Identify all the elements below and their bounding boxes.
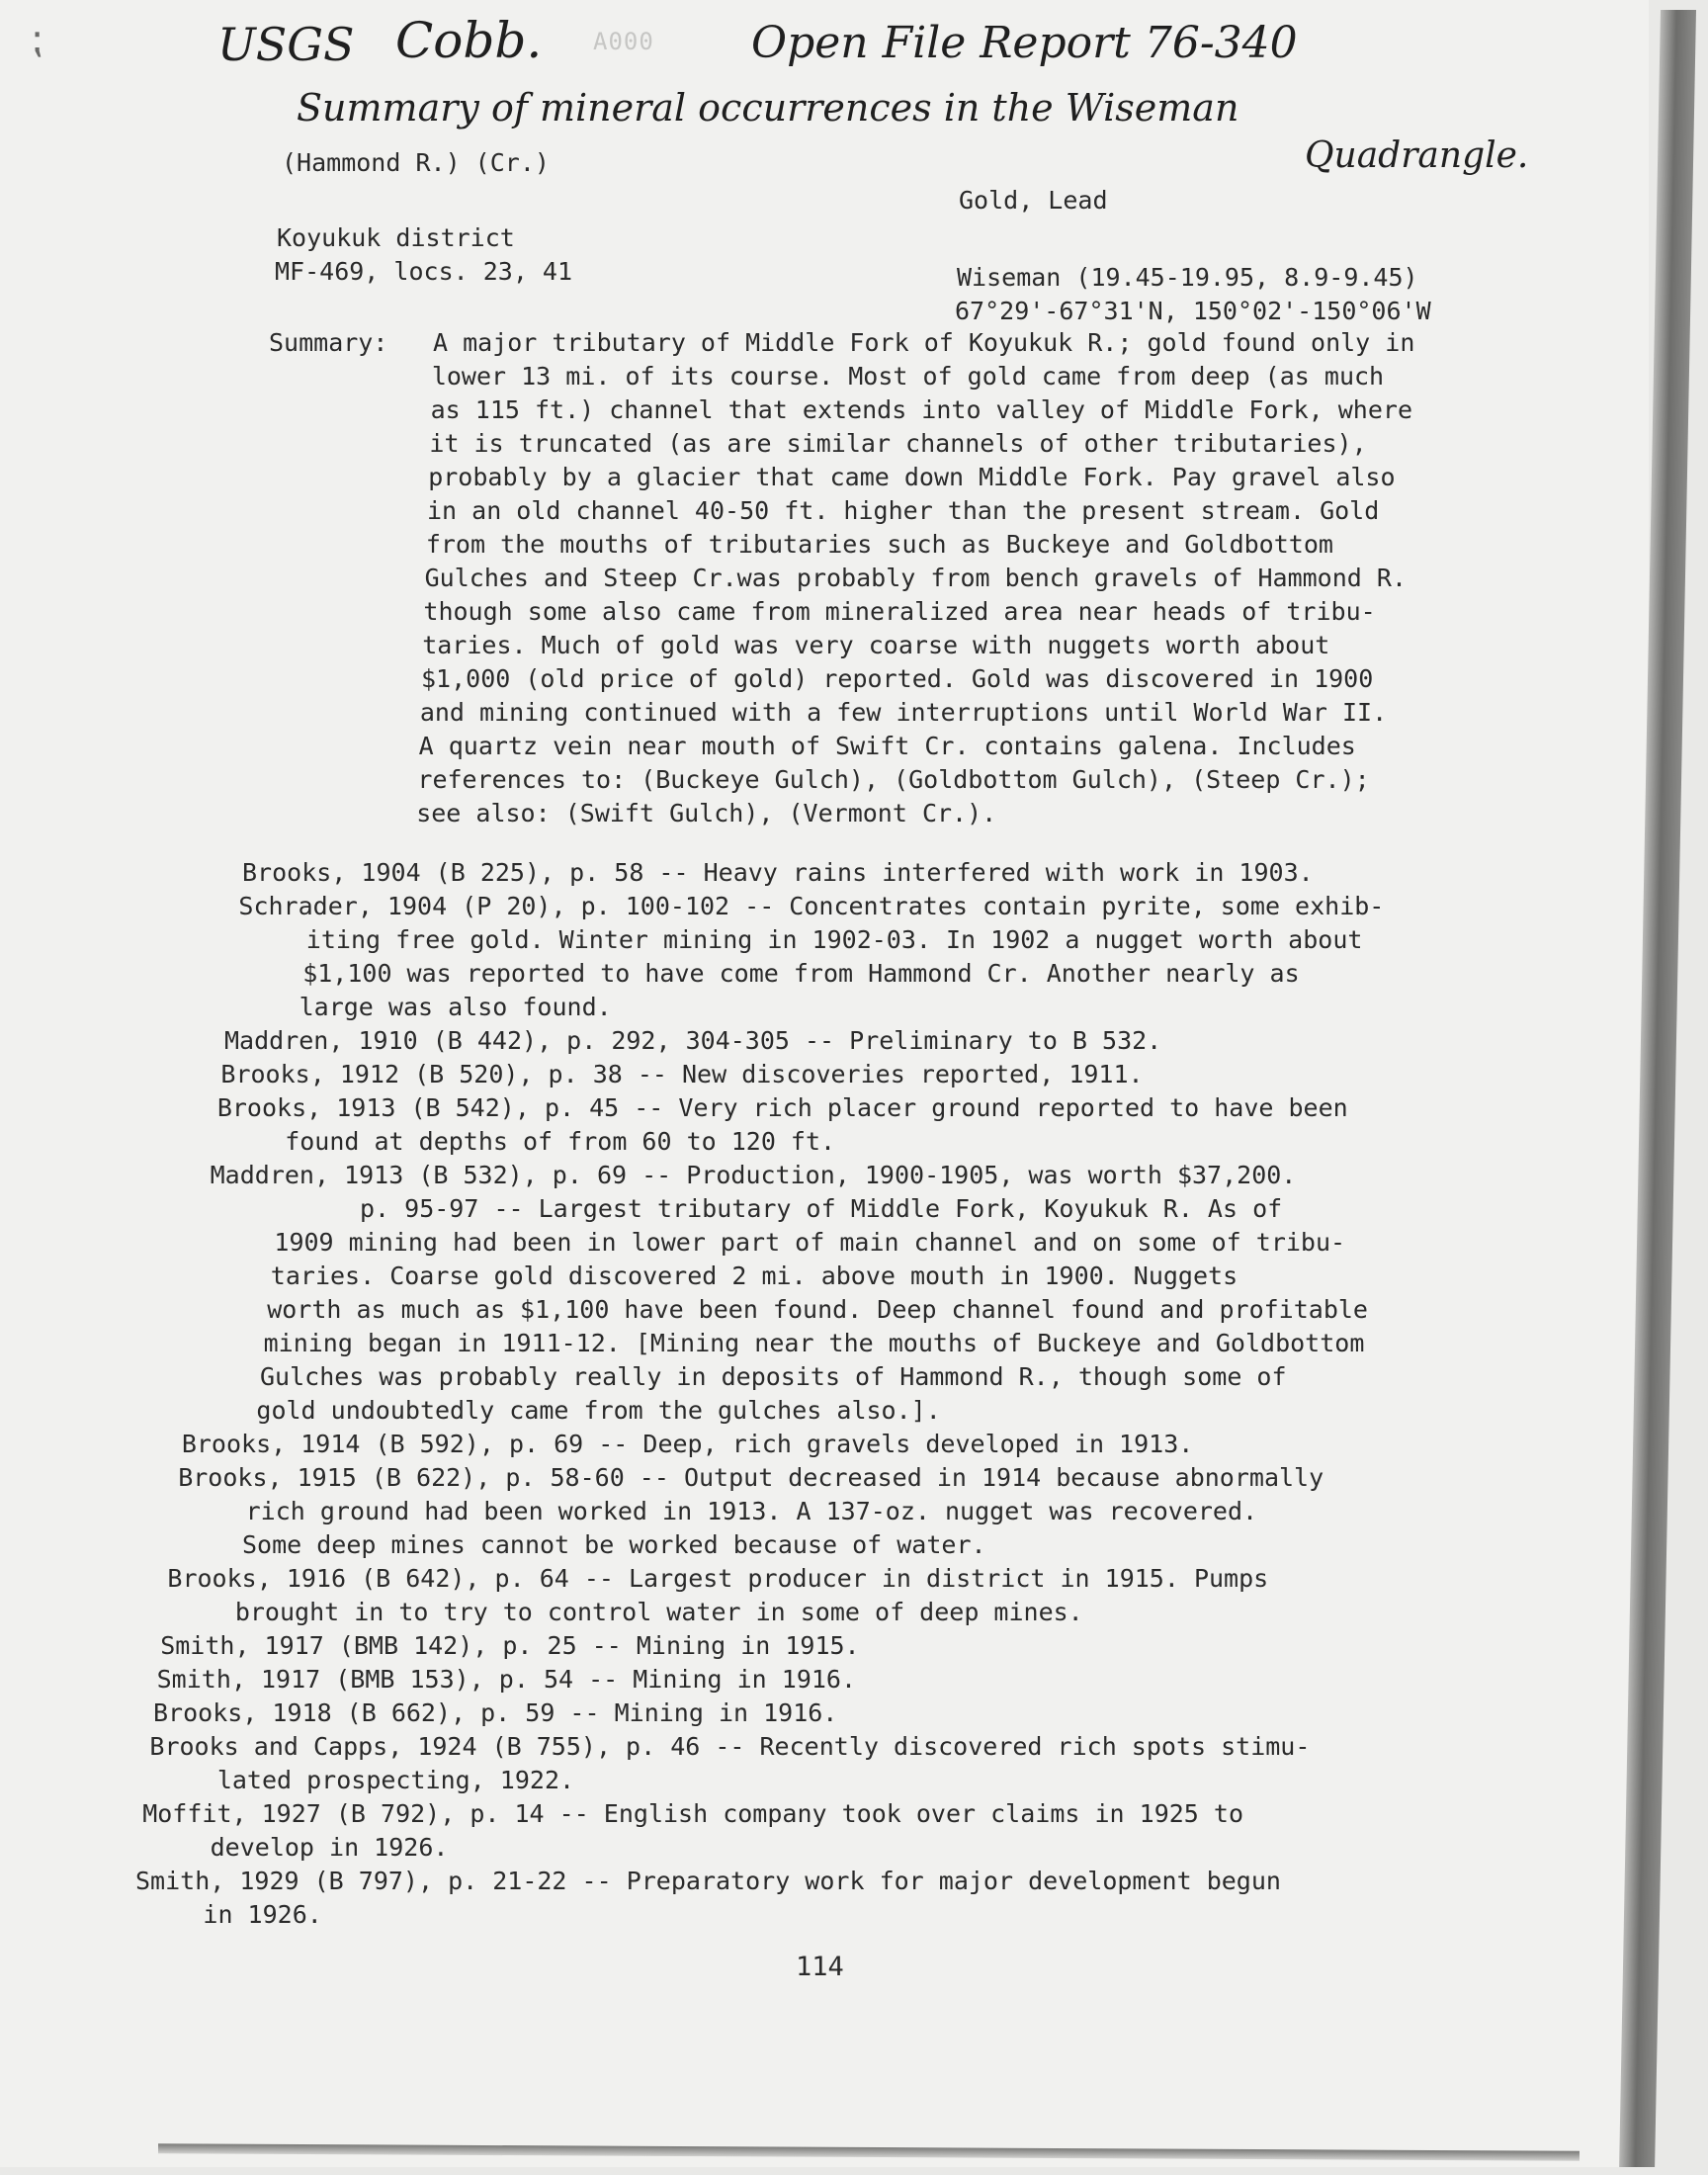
reference-entry: Maddren, 1910 (B 442), p. 292, 304-305 -- Preliminary to B 532. [224,1026,1162,1055]
page-number: 114 [796,1952,844,1982]
reference-entry: Maddren, 1913 (B 532), p. 69 -- Production, 1900-1905, was worth $37,200. [210,1161,1297,1189]
reference-entry: Brooks, 1904 (B 225), p. 58 -- Heavy rains interfered with work in 1903. [242,858,1314,887]
reference-entry: Moffit, 1927 (B 792), p. 14 -- English company took over claims in 1925 to [142,1799,1243,1828]
reference-continuation: 1909 mining had been in lower part of main channel and on some of tribu- [274,1228,1346,1257]
page-bottom-edge [158,2143,1580,2161]
summary-line: Gulches and Steep Cr.was probably from bench gravels of Hammond R. [424,564,1407,592]
summary-line: probably by a glacier that came down Middle Fork. Pay gravel also [428,463,1396,491]
reference-continuation: brought in to try to control water in some of deep mines. [234,1598,1083,1626]
summary-line: from the mouths of tributaries such as Buckeye and Goldbottom [425,530,1333,559]
reference-continuation: large was also found. [299,993,612,1021]
reference-entry: Smith, 1929 (B 797), p. 21-22 -- Preparatory work for major development begun [135,1867,1281,1895]
deposit-name: (Hammond R.) (Cr.) [282,148,550,177]
reference-entry: Brooks and Capps, 1924 (B 755), p. 46 -- Recently discovered rich spots stimu- [149,1732,1311,1761]
faded-stamp: A000 [593,28,654,55]
handwritten-author: Cobb. [395,12,543,69]
reference-entry: Smith, 1917 (BMB 142), p. 25 -- Mining in 1915. [160,1631,860,1660]
commodities: Gold, Lead [959,186,1108,215]
summary-line: and mining continued with a few interruptions until World War II. [419,698,1388,727]
summary-line: in an old channel 40-50 ft. higher than the present stream. Gold [427,496,1380,525]
reference-continuation: develop in 1926. [210,1833,449,1862]
reference-entry: Brooks, 1918 (B 662), p. 59 -- Mining in 1916. [153,1698,838,1727]
reference-entry: Brooks, 1915 (B 622), p. 58-60 -- Output decreased in 1914 because abnormally [178,1463,1324,1492]
handwritten-report-number: Open File Report 76-340 [751,18,1298,68]
handwritten-agency: USGS [217,18,355,71]
reference-continuation: taries. Coarse gold discovered 2 mi. above mouth in 1900. Nuggets [270,1262,1238,1290]
reference-continuation: iting free gold. Winter mining in 1902-03. In 1902 a nugget worth about [305,925,1363,954]
reference-continuation: $1,100 was reported to have come from Hammond Cr. Another nearly as [302,959,1300,988]
reference-entry: Brooks, 1912 (B 520), p. 38 -- New discoveries reported, 1911. [220,1060,1144,1088]
reference-entry: Brooks, 1916 (B 642), p. 64 -- Largest producer in district in 1915. Pumps [167,1564,1269,1593]
reference-continuation: lated prospecting, 1922. [216,1766,575,1794]
coordinates: 67°29'-67°31'N, 150°02'-150°06'W [955,297,1431,325]
summary-line: A major tributary of Middle Fork of Koyukuk R.; gold found only in [433,328,1415,357]
reference-entry: Brooks, 1913 (B 542), p. 45 -- Very rich placer ground reported to have been [216,1093,1348,1122]
reference-continuation: mining began in 1911-12. [Mining near the mouths of Buckeye and Goldbottom [263,1329,1365,1357]
reference-continuation: gold undoubtedly came from the gulches also.]. [256,1396,941,1425]
summary-line: it is truncated (as are similar channels of other tributaries), [429,429,1367,458]
reference-entry: Brooks, 1914 (B 592), p. 69 -- Deep, rich gravels developed in 1913. [181,1430,1194,1458]
summary-line: taries. Much of gold was very coarse with nuggets worth about [422,631,1330,659]
map-reference: MF-469, locs. 23, 41 [275,257,573,286]
summary-line: though some also came from mineralized area near heads of tribu- [423,597,1376,626]
summary-label: Summary: [269,328,388,357]
summary-line: as 115 ft.) channel that extends into valley of Middle Fork, where [430,395,1412,424]
reference-entry: Smith, 1917 (BMB 153), p. 54 -- Mining in 1916. [156,1665,857,1694]
district: Koyukuk district [277,223,515,252]
summary-line: see also: (Swift Gulch), (Vermont Cr.). [416,799,997,827]
handwritten-title: Summary of mineral occurrences in the Wiseman [297,86,1239,130]
summary-line: $1,000 (old price of gold) reported. Gold was discovered in 1900 [421,664,1374,693]
handwritten-title-cont: Quadrangle. [1305,135,1529,176]
reference-continuation: p. 95-97 -- Largest tributary of Middle Fork, Koyukuk R. As of [360,1194,1283,1223]
reference-continuation: rich ground had been worked in 1913. A 137-oz. nugget was recovered. [245,1497,1258,1525]
reference-continuation: Gulches was probably really in deposits of Hammond R., though some of [260,1362,1287,1391]
corner-mark: ⁏ [30,17,43,62]
summary-line: A quartz vein near mouth of Swift Cr. contains galena. Includes [418,732,1356,760]
quadrangle: Wiseman (19.45-19.95, 8.9-9.45) [957,263,1418,292]
summary-line: lower 13 mi. of its course. Most of gold came from deep (as much [431,362,1385,391]
reference-entry: Schrader, 1904 (P 20), p. 100-102 -- Concentrates contain pyrite, some exhib- [238,892,1385,920]
reference-continuation: found at depths of from 60 to 120 ft. [285,1127,836,1156]
summary-line: references to: (Buckeye Gulch), (Goldbottom Gulch), (Steep Cr.); [417,765,1370,794]
reference-continuation: in 1926. [203,1900,322,1929]
reference-continuation: Some deep mines cannot be worked because of water. [242,1530,986,1559]
reference-continuation: worth as much as $1,100 have been found. Deep channel found and profitable [267,1295,1368,1324]
